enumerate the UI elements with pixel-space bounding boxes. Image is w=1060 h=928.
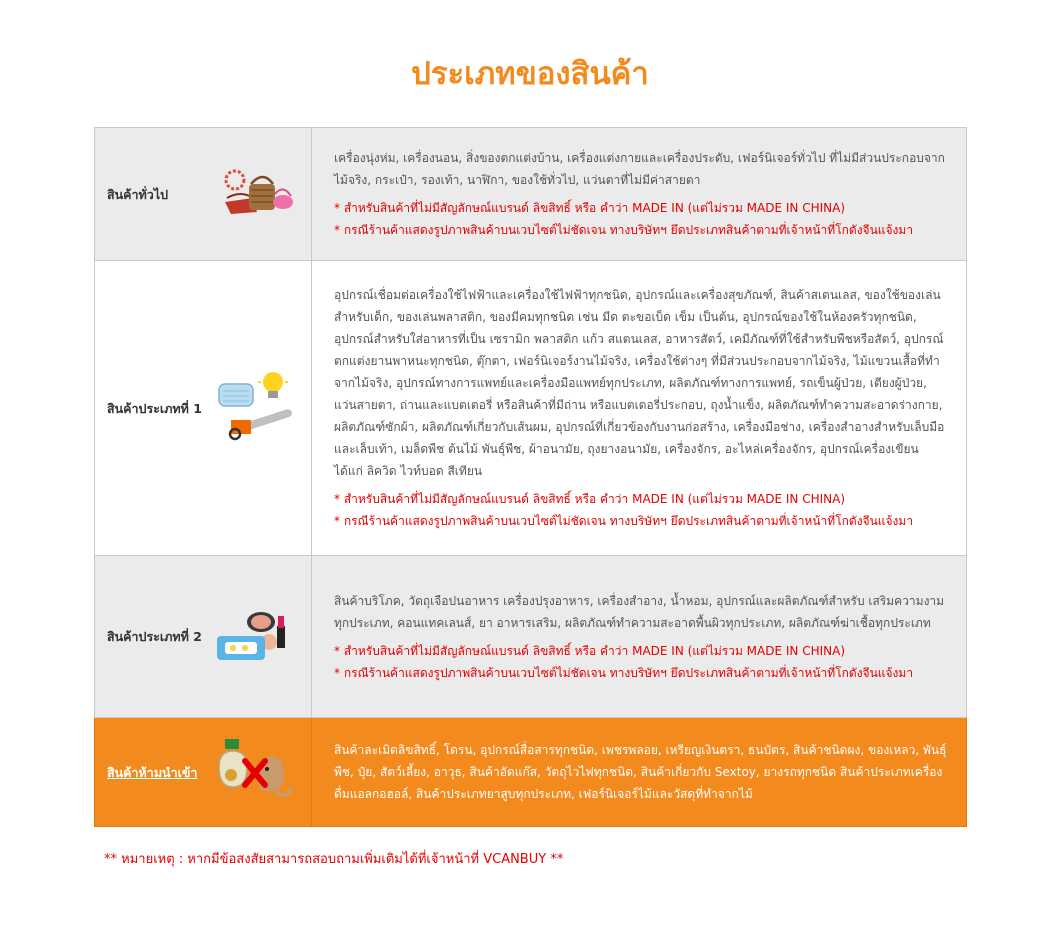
category-description: อุปกรณ์เชื่อมต่อเครื่องใช้ไฟฟ้าและเครื่องใช้ไฟฟ้าทุกชนิด, อุปกรณ์และเครื่องสุขภัณฑ์, สินค้าสเตนเลส, ของใช้ของเล่นสำหรับเด็ก, ของเล่นพลาสติก, ของมีคมทุกชนิด เช่น มีด ตะขอเบ็ด เข็ม เป็นต้น, อุปกรณ์ของใช้ในห้องครัวทุกชนิด, อุปกรณ์สำหรับใส่อาหารที่เป็น เซรามิก พลาสติก แก้ว สแตนเลส, อาหารสัตว์, เคมีภัณฑ์ที่ใช้สำหรับพืชหรือสัตว์, อุปกรณ์ตกแต่งยานพาหนะทุกชนิด, ตุ๊กตา, เฟอร์นิเจอร์งานไม้จริง, เครื่องใช้ต่างๆ ที่มีส่วนประกอบจากไม้จริง, ไม้แขวนเสื้อที่ทำจากไม้จริง, อุปกรณ์ทางการแพทย์และเครื่องมือแพทย์ทุกประเภท, ผลิตภัณฑ์ทางการแพทย์, รถเข็นผู้ป่วย, เตียงผู้ป่วย, แว่นสายตา, ถ่านและแบตเตอรี่ หรือสินค้าที่มีถ่าน หรือแบตเตอรี่ประกอบ, ถุงน้ำแข็ง, ผลิตภัณฑ์ทำความสะอาดร่างกาย, ผลิตภัณฑ์ซักผ้า, ผลิตภัณฑ์เกี่ยวกับเส้นผม, อุปกรณ์ที่เกี่ยวข้องกับงานก่อสร้าง, เครื่องมือช่าง, เครื่องสำอางสำหรับเล็บมือและเล็บเท้า, เมล็ดพืช ต้นไม้ พันธุ์พืช, ผ้าอนามัย, ถุงยางอนามัย, เครื่องจักร, อะไหล่เครื่องจักร, อุปกรณ์เครื่องเขียน ได้แก่ ลิควิด ไวท์บอด สีเทียน — [334, 288, 945, 478]
note-image: * กรณีร้านค้าแสดงรูปภาพสินค้าบนเวบไซต์ไม่ชัดเจน ทางบริษัทฯ ยึดประเภทสินค้าตามที่เจ้าหน้าที่โกดังจีนแจ้งมา — [334, 514, 914, 528]
category-description: สินค้าละเมิดลิขสิทธิ์, โดรน, อุปกรณ์สื่อสารทุกชนิด, เพชรพลอย, เหรียญเงินตรา, ธนบัตร, สินค้าชนิดผง, ของเหลว, พันธุ์พืช, ปุ๋ย, สัตว์เลี้ยง, อาวุธ, สินค้าอัดแก๊ส, วัตถุไวไฟทุกชนิด, สินค้าเกี่ยวกับ Sextoy, ยางรถทุกชนิด สินค้าประเภทเครื่องดื่มแอลกอฮอล์, สินค้าประเภทยาสูบทุกประเภท, เฟอร์นิเจอร์ไม้และวัสดุที่ทำจากไม้ — [334, 743, 947, 801]
category-description-cell — [312, 556, 967, 718]
category-name: สินค้าทั่วไป — [107, 186, 169, 202]
page-title: ประเภทของสินค้า — [411, 56, 649, 92]
category-name: สินค้าประเภทที่ 1 — [107, 400, 202, 416]
note-image: * กรณีร้านค้าแสดงรูปภาพสินค้าบนเวบไซต์ไม่ชัดเจน ทางบริษัทฯ ยึดประเภทสินค้าตามที่เจ้าหน้าที่โกดังจีนแจ้งมา — [334, 223, 914, 237]
category-name-cell — [95, 556, 312, 718]
category-name: สินค้าประเภทที่ 2 — [107, 629, 202, 644]
note-brand: * สำหรับสินค้าที่ไม่มีสัญลักษณ์แบรนด์ ลิขสิทธิ์ หรือ คำว่า MADE IN (แต่ไม่รวม MADE IN CHINA) — [334, 643, 846, 658]
note-brand: * สำหรับสินค้าที่ไม่มีสัญลักษณ์แบรนด์ ลิขสิทธิ์ หรือ คำว่า MADE IN (แต่ไม่รวม MADE IN CHINA) — [334, 201, 846, 215]
category-table — [94, 127, 967, 827]
footer-note: ** หมายเหตุ : หากมีข้อสงสัยสามารถสอบถามเพิ่มเติมได้ที่เจ้าหน้าที่ VCANBUY ** — [104, 852, 564, 867]
category-row-type1 — [95, 261, 967, 556]
category-name-cell — [95, 261, 312, 556]
category-row-type2 — [95, 556, 967, 718]
cosmetics-wipes-icon — [215, 608, 295, 666]
category-description-cell — [312, 128, 967, 261]
category-name-cell[interactable] — [95, 718, 312, 827]
category-description: เครื่องนุ่งห่ม, เครื่องนอน, สิ่งของตกแต่งบ้าน, เครื่องแต่งกายและเครื่องประดับ, เฟอร์นิเจอร์ทั่วไป ที่ไม่มีส่วนประกอบจากไม้จริง, กระเป๋า, รองเท้า, นาฬิกา, ของใช้ทั่วไป, แว่นตาที่ไม่มีค่าสายตา — [334, 151, 945, 187]
category-notes — [334, 197, 950, 241]
category-name-cell — [95, 128, 312, 261]
category-name-link[interactable]: สินค้าห้ามนำเข้า — [107, 764, 198, 780]
note-image: * กรณีร้านค้าแสดงรูปภาพสินค้าบนเวบไซต์ไม่ชัดเจน ทางบริษัทฯ ยึดประเภทสินค้าตามที่เจ้าหน้าที่โกดังจีนแจ้งมา — [334, 665, 914, 680]
category-row-general — [95, 128, 967, 261]
category-description-cell — [312, 261, 967, 556]
category-description: สินค้าบริโภค, วัตถุเจือปนอาหาร เครื่องปรุงอาหาร, เครื่องสำอาง, น้ำหอม, อุปกรณ์และผลิตภัณฑ์สำหรับ เสริมความงามทุกประเภท, คอนแทคเลนส์, ยา อาหารเสริม, ผลิตภัณฑ์ทำความสะอาดพื้นผิวทุกประเภท, ผลิตภัณฑ์ฆ่าเชื้อทุกประเภท — [334, 593, 945, 630]
note-brand: * สำหรับสินค้าที่ไม่มีสัญลักษณ์แบรนด์ ลิขสิทธิ์ หรือ คำว่า MADE IN (แต่ไม่รวม MADE IN CHINA) — [334, 492, 846, 506]
prohibited-money-cat-icon — [215, 737, 295, 807]
category-row-prohibited — [95, 718, 967, 827]
category-notes — [334, 640, 950, 684]
shoes-bag-bracelet-icon — [223, 168, 295, 220]
category-notes — [334, 488, 950, 532]
category-description-cell — [312, 718, 967, 827]
mask-bulb-chainsaw-icon — [217, 370, 295, 446]
